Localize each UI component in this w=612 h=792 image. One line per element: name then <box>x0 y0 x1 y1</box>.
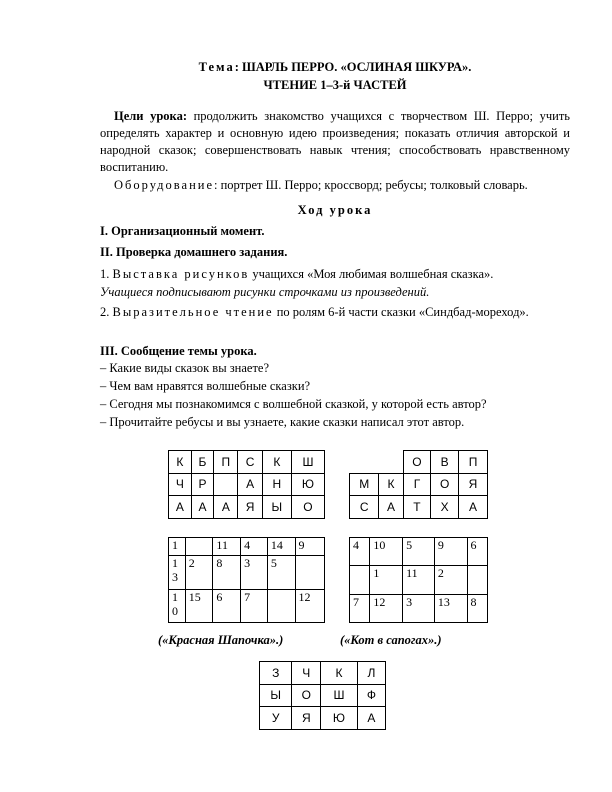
grid-cell: 3 <box>241 556 268 589</box>
grid-cell <box>467 566 487 594</box>
grid-cell <box>295 556 324 589</box>
title-prefix: Тема <box>198 60 235 74</box>
grid-cell: К <box>321 662 358 685</box>
grid-cell: Ы <box>262 496 291 519</box>
grid-cell: Л <box>357 662 385 685</box>
grid-cell: 1 3 <box>169 556 186 589</box>
grid-cell: Ч <box>169 473 192 496</box>
grid-row <box>350 566 488 594</box>
page-title <box>100 59 570 76</box>
item-1-label: Выставка рисунков <box>112 267 250 281</box>
answer-caption-a: («Красная Шапочка».) <box>158 633 284 647</box>
question-4: – Прочитайте ребусы и вы узнаете, какие сказки написал этот автор. <box>100 415 465 429</box>
grid-cell: Х <box>431 496 459 519</box>
grid-cell: К <box>169 451 192 474</box>
grid-cell: 6 <box>213 589 241 622</box>
grid-cell: Я <box>459 473 488 496</box>
grid-row <box>350 496 488 519</box>
grid-row <box>260 662 386 685</box>
rebus-letter-grid-b <box>349 450 488 519</box>
grid-cell: 4 <box>241 538 268 556</box>
grid-cell: 1 <box>370 566 403 594</box>
grid-row <box>350 451 488 474</box>
grid-cell: О <box>292 684 321 707</box>
grid-cell <box>185 538 213 556</box>
grid-row <box>169 589 325 622</box>
grid-cell: А <box>238 473 262 496</box>
rebus-number-grid-b <box>349 537 488 623</box>
goals-label: Цели урока: <box>114 109 187 123</box>
grid-cell: 5 <box>403 538 435 566</box>
grid-row <box>350 473 488 496</box>
item-2-text: по ролям 6-й части сказки «Синдбад-мореход». <box>273 305 529 319</box>
question-3: – Сегодня мы познакомимся с волшебной сказкой, у которой есть автор? <box>100 397 487 411</box>
grid-cell: Ш <box>321 684 358 707</box>
grid-row <box>169 496 325 519</box>
grid-cell: 4 <box>350 538 370 566</box>
grid-cell: 6 <box>467 538 487 566</box>
title-text: : ШАРЛЬ ПЕРРО. «ОСЛИНАЯ ШКУРА». <box>234 60 472 74</box>
grid-cell <box>350 566 370 594</box>
grid-cell: А <box>357 707 385 730</box>
grid-cell: А <box>169 496 192 519</box>
grid-cell: 9 <box>295 538 324 556</box>
grid-row <box>350 594 488 622</box>
grid-row <box>260 684 386 707</box>
grid-cell: 10 <box>370 538 403 566</box>
grid-cell: 11 <box>213 538 241 556</box>
question-2: – Чем вам нравятся волшебные сказки? <box>100 379 311 393</box>
grid-cell: К <box>379 473 403 496</box>
grid-cell: М <box>350 473 379 496</box>
equipment-label: Оборудование <box>114 178 215 192</box>
grid-cell: Р <box>191 473 214 496</box>
rebus-letter-grid-c <box>259 661 386 730</box>
grid-cell: 7 <box>241 589 268 622</box>
lesson-heading: Ход урока <box>297 203 373 217</box>
grid-cell: Я <box>292 707 321 730</box>
section-2-heading: II. Проверка домашнего задания. <box>100 245 288 259</box>
grid-cell: 5 <box>267 556 295 589</box>
section-1-heading: I. Организационный момент. <box>100 224 265 238</box>
item-2-number: 2. <box>100 305 110 319</box>
grid-cell: К <box>262 451 291 474</box>
grid-cell: А <box>214 496 238 519</box>
grid-row <box>260 707 386 730</box>
grid-cell: С <box>238 451 262 474</box>
grid-cell: 9 <box>434 538 467 566</box>
homework-item-2 <box>100 304 570 321</box>
grid-cell: Ю <box>321 707 358 730</box>
grid-cell: Я <box>238 496 262 519</box>
grid-cell: А <box>191 496 214 519</box>
grid-row <box>350 538 488 566</box>
grid-row <box>169 473 325 496</box>
grid-cell: А <box>459 496 488 519</box>
homework-item-1-note: Учащиеся подписывают рисунки строчками из произведений. <box>100 285 430 299</box>
grid-row <box>169 556 325 589</box>
goals-paragraph <box>100 108 570 176</box>
grid-cell: П <box>459 451 488 474</box>
grid-cell: С <box>350 496 379 519</box>
question-1: – Какие виды сказок вы знаете? <box>100 361 270 375</box>
page-subtitle: ЧТЕНИЕ 1–3-й ЧАСТЕЙ <box>263 78 407 92</box>
grid-cell: Ю <box>291 473 324 496</box>
item-1-text: учащихся «Моя любимая волшебная сказка». <box>249 267 494 281</box>
rebus-number-grid-a <box>168 537 325 623</box>
grid-cell <box>350 451 404 474</box>
grid-cell: Ы <box>260 684 292 707</box>
grid-cell: 3 <box>403 594 435 622</box>
grid-cell: 12 <box>370 594 403 622</box>
grid-cell: Н <box>262 473 291 496</box>
grid-cell: Б <box>191 451 214 474</box>
grid-cell: У <box>260 707 292 730</box>
grid-cell: 2 <box>185 556 213 589</box>
grid-cell: В <box>431 451 459 474</box>
item-1-number: 1. <box>100 267 110 281</box>
goals-text: продолжить знакомство учащихся с творчеством Ш. Перро; учить определять характер и основную идею произведения; показать отличия авторской и народной сказок; совершенствовать навык чтения; способствовать нравственному воспитанию. <box>100 109 570 174</box>
grid-cell <box>214 473 238 496</box>
grid-cell: 8 <box>213 556 241 589</box>
grid-cell: 1 0 <box>169 589 186 622</box>
grid-cell: П <box>214 451 238 474</box>
grid-cell: А <box>379 496 403 519</box>
grid-cell: О <box>291 496 324 519</box>
grid-cell: Ф <box>357 684 385 707</box>
section-3-heading: III. Сообщение темы урока. <box>100 344 257 358</box>
grid-cell: Т <box>403 496 431 519</box>
grid-row <box>169 451 325 474</box>
item-2-label: Выразительное чтение <box>112 305 274 319</box>
grid-cell: О <box>431 473 459 496</box>
grid-cell: 13 <box>434 594 467 622</box>
answer-caption-b: («Кот в сапогах».) <box>340 633 442 647</box>
grid-cell: 14 <box>267 538 295 556</box>
grid-cell: 11 <box>403 566 435 594</box>
homework-item-1 <box>100 266 570 283</box>
rebus-letter-grid-a <box>168 450 325 519</box>
grid-cell: 1 <box>169 538 186 556</box>
grid-cell: 12 <box>295 589 324 622</box>
grid-cell: О <box>403 451 431 474</box>
grid-row <box>169 538 325 556</box>
grid-cell: 2 <box>434 566 467 594</box>
grid-cell: 15 <box>185 589 213 622</box>
grid-cell: 8 <box>467 594 487 622</box>
grid-cell: З <box>260 662 292 685</box>
equipment-text: : портрет Ш. Перро; кроссворд; ребусы; толковый словарь. <box>214 178 528 192</box>
grid-cell: 7 <box>350 594 370 622</box>
grid-cell <box>267 589 295 622</box>
grid-cell: Г <box>403 473 431 496</box>
grid-cell: Ч <box>292 662 321 685</box>
grid-cell: Ш <box>291 451 324 474</box>
equipment-line <box>100 177 570 194</box>
